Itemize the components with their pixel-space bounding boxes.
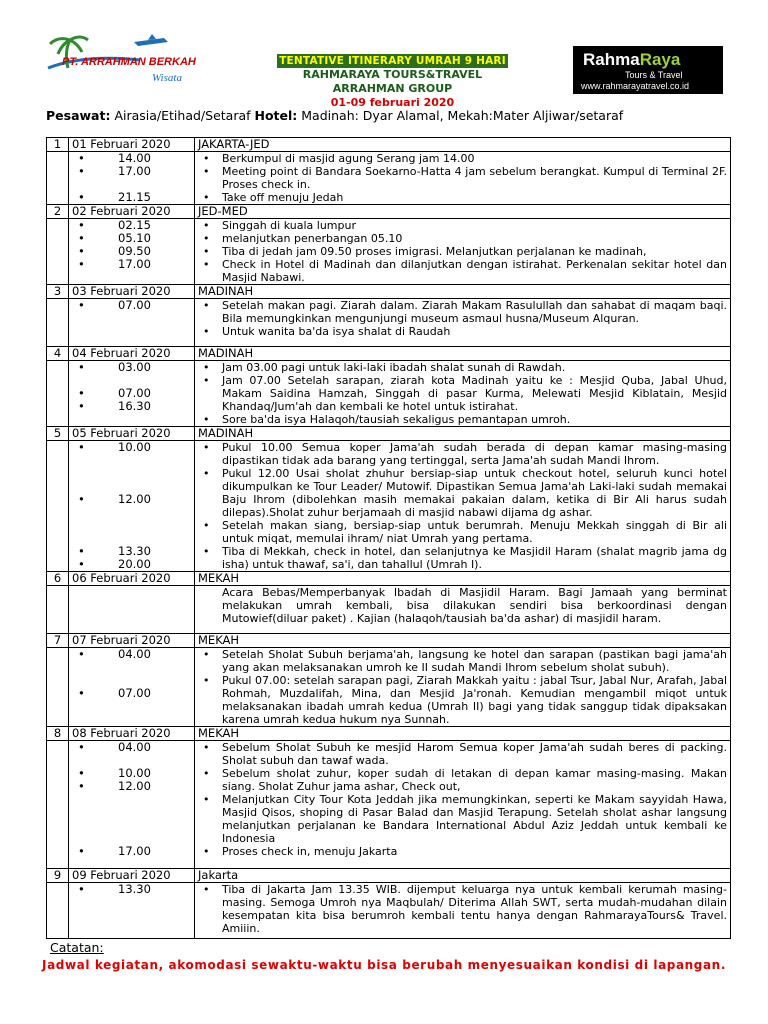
time-item: • 20.00 [76,558,191,571]
activity-list [198,219,727,284]
time-item: • 03.00 [76,361,191,374]
day-number: 8 [47,727,69,741]
day-place: MADINAH [195,347,731,361]
time-item: • 04.00 [76,741,191,754]
catatan-note: Jadwal kegiatan, akomodasi sewaktu-waktu bisa berubah menyesuaikan kondisi di lapangan. [42,958,726,972]
logo-rahmaraya [573,46,723,94]
activity-cell [195,441,731,572]
activity-item: • Setelah makan pagi. Ziarah dalam. Ziarah Makam Rasulullah dan sahabat di maqam baqi. Bila memungkinkan mengunjungi museum asmaul husna/Museum Alquran. [198,299,727,325]
pesawat-value: Airasia/Etihad/Setaraf [110,108,255,123]
day-detail-row [47,441,731,572]
flight-hotel-line [46,108,623,123]
activity-item: • Jam 03.00 pagi untuk laki-laki ibadah shalat sunah di Rawdah. [198,361,727,374]
activity-cell [195,361,731,427]
time-item: • 10.00 [76,767,191,780]
activity-item: • Pukul 12.00 Usai sholat zhuhur bersiap-siap untuk checkout hotel, seluruh kunci hotel dikumpulkan ke Tour Leader/ Mutowif. Dipastikan Semua Jama'ah Laki-laki sudah memakai Baju Ihrom (dibolehkan masih memakai pakaian dalam, ketika di Bir Ali harus sudah dilepas).Sholat zuhur berjamaah di masjid nabawi dijama dg ashar. [198,467,727,519]
day-date: 05 Februari 2020 [69,427,195,441]
day-date: 06 Februari 2020 [69,572,195,586]
activity-item: • Setelah makan siang, bersiap-siap untuk berumrah. Menuju Mekkah singgah di Bir ali untuk miqat, memulai ihram/ niat Umrah yang pertama. [198,519,727,545]
header-line1: TENTATIVE ITINERARY UMRAH 9 HARI [279,55,506,67]
pesawat-label: Pesawat: [46,108,111,123]
time-item: • 07.00 [76,299,191,312]
time-cell [69,741,195,869]
activity-list [198,648,727,726]
time-item: • 09.50 [76,245,191,258]
company-name: PT. ARRAHMAN BERKAH [62,56,196,68]
day-place: Jakarta [195,869,731,883]
day-place: MADINAH [195,285,731,299]
day-number-cell [47,586,69,634]
time-item: • 17.00 [76,845,191,858]
day-date: 09 Februari 2020 [69,869,195,883]
activity-item: • Tiba di Mekkah, check in hotel, dan selanjutnya ke Masjidil Haram (shalat magrib jama dg isha) untuk thawaf, sa'i, dan tahallul (Umrah I). [198,545,727,571]
time-item: • 12.00 [76,780,191,793]
catatan-label: Catatan: [50,940,104,955]
activity-cell [195,741,731,869]
day-number-cell [47,361,69,427]
day-header-row [47,869,731,883]
day-date: 02 Februari 2020 [69,205,195,219]
day-number-cell [47,299,69,347]
day-date: 03 Februari 2020 [69,285,195,299]
day-detail-row [47,152,731,205]
time-item: • 14.00 [76,152,191,165]
time-item: • 13.30 [76,545,191,558]
time-cell [69,299,195,347]
activity-item: • Take off menuju Jedah [198,191,727,204]
time-item: • 02.15 [76,219,191,232]
day-number-cell [47,152,69,205]
time-item: • 10.00 [76,441,191,454]
day-number: 2 [47,205,69,219]
day-header-row [47,205,731,219]
time-cell [69,883,195,939]
itinerary-table [46,137,731,939]
day-header-row [47,347,731,361]
day-place: MEKAH [195,727,731,741]
day-detail-row [47,586,731,634]
activity-list [198,299,727,338]
day-place: JAKARTA-JED [195,138,731,152]
activity-list [198,152,727,204]
time-list [72,883,191,896]
activity-list [198,361,727,426]
activity-cell [195,883,731,939]
time-item: • 07.00 [76,687,191,700]
time-item: • 16.30 [76,400,191,413]
activity-item: • Jam 07.00 Setelah sarapan, ziarah kota Madinah yaitu ke : Mesjid Quba, Jabal Uhud, Makam Saidina Hamzah, Singgah di pasar Kurma, Melewati Mesjid Kiblatain, Mesjid Khandaq/Jum'ah dan kembali ke hotel untuk istirahat. [198,374,727,413]
activity-item: • Sebelum Sholat Subuh ke mesjid Harom Semua koper Jama'ah sudah beres di packing. Sholat subuh dan tawaf wada. [198,741,727,767]
time-item: • 17.00 [76,165,191,178]
day-header-row [47,285,731,299]
header-line3: ARRAHMAN GROUP [332,82,453,95]
time-list [72,152,191,204]
day-detail-row [47,741,731,869]
day-place: MEKAH [195,572,731,586]
day-date: 08 Februari 2020 [69,727,195,741]
time-cell [69,586,195,634]
day-detail-row [47,219,731,285]
time-list [72,441,191,571]
day-date: 07 Februari 2020 [69,634,195,648]
time-item: • 07.00 [76,387,191,400]
activity-paragraph: Acara Bebas/Memperbanyak Ibadah di Masjidil Haram. Bagi Jamaah yang berminat melakukan umrah kembali, bisa dilakukan sendiri bisa berkoordinasi dengan Mutowief(diluar paket) . Kajian (halaqoh/tausiah ba'da ashar) di masjidil haram. [222,586,727,625]
activity-item: • Melanjutkan City Tour Kota Jeddah jika memungkinkan, seperti ke Makam sayyidah Hawa, Masjid Qisos, shoping di Pasar Balad dan Masjid Terapung. Setelah sholat ashar langsung melanjutkan perjalanan ke Bandara International Abdul Aziz Jeddah untuk kembali ke Indonesia [198,793,727,845]
activity-cell [195,219,731,285]
hotel-label: Hotel: [254,108,298,123]
activity-cell [195,152,731,205]
activity-item: • Tiba di Jakarta Jam 13.35 WIB. dijemput keluarga nya untuk kembali kerumah masing-masing. Semoga Umroh nya Maqbulah/ Diterima Allah SWT, serta mudah-mudahan dilain kesempatan kita bisa berumroh kembali tentu hanya dengan RahmarayaTours& Travel. Amiiin. [198,883,727,935]
day-number: 5 [47,427,69,441]
day-date: 04 Februari 2020 [69,347,195,361]
time-item: • 12.00 [76,493,191,506]
day-header-row [47,138,731,152]
day-number-cell [47,219,69,285]
activity-item: • Singgah di kuala lumpur [198,219,727,232]
time-cell [69,441,195,572]
day-detail-row [47,361,731,427]
time-list [72,299,191,312]
time-cell [69,648,195,727]
activity-cell [195,648,731,727]
day-header-row [47,727,731,741]
activity-list [198,441,727,571]
time-cell [69,219,195,285]
activity-list [198,883,727,935]
header-line4: 01-09 februari 2020 [330,96,455,109]
brand-url: www.rahmarayatravel.co.id [581,81,690,91]
day-number-cell [47,441,69,572]
time-item: • 17.00 [76,258,191,271]
time-list [72,648,191,700]
day-number: 7 [47,634,69,648]
day-number-cell [47,741,69,869]
day-number: 9 [47,869,69,883]
day-number: 3 [47,285,69,299]
time-cell [69,152,195,205]
time-list [72,361,191,413]
brand-part-b: Raya [639,50,681,69]
day-place: MEKAH [195,634,731,648]
hotel-value: Madinah: Dyar Alamal, Mekah:Mater Aljiwar/setaraf [297,108,624,123]
activity-item: • Setelah Sholat Subuh berjama'ah, langsung ke hotel dan sarapan (pastikan bagi jama'ah yang akan melaksanakan umroh ke II sudah Mandi Ihrom sebelum sholat subuh). [198,648,727,674]
day-number-cell [47,648,69,727]
document-header [230,52,555,110]
logo-arrahman [44,34,204,86]
day-number-cell [47,883,69,939]
activity-list [198,741,727,858]
time-item: • 04.00 [76,648,191,661]
brand-sub: Tours & Travel [625,70,683,80]
day-number: 1 [47,138,69,152]
activity-item: • Check in Hotel di Madinah dan dilanjutkan dengan istirahat. Perkenalan sekitar hotel dan Masjid Nabawi. [198,258,727,284]
activity-item: • Sore ba'da isya Halaqoh/tausiah sekaligus pemantapan umroh. [198,413,727,426]
header-line2: RAHMARAYA TOURS&TRAVEL [302,68,483,81]
company-sub: Wisata [152,72,182,84]
activity-cell [195,586,731,634]
day-detail-row [47,648,731,727]
activity-cell [195,299,731,347]
time-item: • 05.10 [76,232,191,245]
day-detail-row [47,299,731,347]
activity-item: • Meeting point di Bandara Soekarno-Hatta 4 jam sebelum berangkat. Kumpul di Terminal 2F. Proses check in. [198,165,727,191]
time-cell [69,361,195,427]
day-number: 4 [47,347,69,361]
day-header-row [47,572,731,586]
activity-item: • melanjutkan penerbangan 05.10 [198,232,727,245]
day-detail-row [47,883,731,939]
activity-item: • Proses check in, menuju Jakarta [198,845,727,858]
day-place: JED-MED [195,205,731,219]
activity-item: • Berkumpul di masjid agung Serang jam 14.00 [198,152,727,165]
activity-item: • Pukul 10.00 Semua koper Jama'ah sudah berada di depan kamar masing-masing dipastikan tidak ada barang yang tertinggal, serta Jama'ah sudah Mandi Ihrom. [198,441,727,467]
day-header-row [47,427,731,441]
time-list [72,219,191,271]
activity-item: • Tiba di jedah jam 09.50 proses imigrasi. Melanjutkan perjalanan ke madinah, [198,245,727,258]
time-item: • 13.30 [76,883,191,896]
day-number: 6 [47,572,69,586]
activity-item: • Untuk wanita ba'da isya shalat di Raudah [198,325,727,338]
activity-item: • Pukul 07.00: setelah sarapan pagi, Ziarah Makkah yaitu : jabal Tsur, Jabal Nur, Arafah, Jabal Rohmah, Muzdalifah, Mina, dan Mesjid Ja'ronah. Kemudian mengambil miqot untuk melaksanakan ibadah umrah kedua (Umrah II) bagi yang tidak sanggup tidak dipaksakan karena umrah kedua hukum nya Sunnah. [198,674,727,726]
time-list [72,741,191,858]
brand-part-a: Rahma [583,50,640,69]
day-place: MADINAH [195,427,731,441]
day-header-row [47,634,731,648]
time-item: • 21.15 [76,191,191,204]
activity-item: • Sebelum sholat zuhur, koper sudah di letakan di depan kamar masing-masing. Makan siang. Sholat Zuhur jama ashar, Check out, [198,767,727,793]
day-date: 01 Februari 2020 [69,138,195,152]
